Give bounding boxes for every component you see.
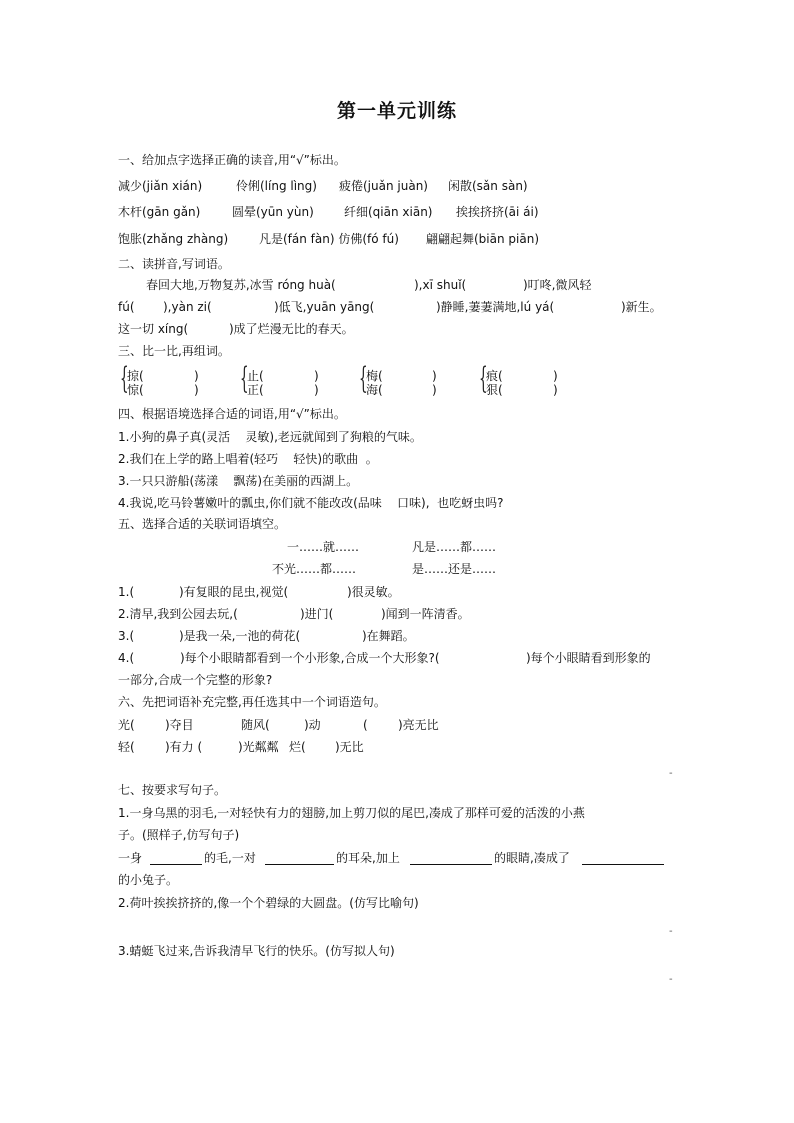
section-2-heading: 二、读拼音,写词语。 [118, 257, 230, 271]
s3-close: ) [314, 383, 319, 397]
s2-text: ),yàn zi( [163, 300, 212, 314]
s5-text: 2.清早,我到公园去玩,( [118, 607, 238, 621]
s2-text: )叮咚,微风轻 [523, 278, 592, 292]
s3-char: 狠( [486, 383, 503, 397]
brace: { [120, 361, 129, 396]
section-6-heading: 六、先把词语补充完整,再任选其中一个词语造句。 [118, 695, 386, 709]
s1-item: 圆晕(yūn yùn) [232, 205, 314, 219]
section-4-heading: 四、根据语境选择合适的词语,用“√”标出。 [118, 407, 346, 421]
s1-item: 木杆(gān gǎn) [118, 205, 201, 219]
s5-text: )在舞蹈。 [362, 629, 415, 643]
s7-text: 3.蜻蜓飞过来,告诉我清早飞行的快乐。(仿写拟人句) [118, 944, 395, 958]
s7-fill-label: 一身 [118, 851, 143, 865]
s5-text: )进门( [300, 607, 334, 621]
s7-fill-label: 的小兔子。 [118, 873, 179, 887]
answer-blank[interactable] [582, 850, 664, 865]
s3-close: ) [194, 383, 199, 397]
s3-char: 痕( [486, 369, 503, 383]
s5-option: 凡是……都…… [412, 540, 497, 554]
answer-blank[interactable] [150, 850, 202, 865]
s2-text: ),xī shuǐ( [414, 278, 467, 292]
margin-mark: - [669, 974, 673, 985]
s3-close: ) [432, 383, 437, 397]
s4-item: 3.一只只游船(荡漾 飘荡)在美丽的西湖上。 [118, 474, 359, 488]
s3-close: ) [553, 383, 558, 397]
s3-char: 掠( [127, 369, 144, 383]
s4-item: 2.我们在上学的路上唱着(轻巧 轻快)的歌曲 。 [118, 452, 378, 466]
s1-item: 凡是(fán fàn) 仿佛(fó fú) [259, 232, 399, 246]
s5-text: 1.( [118, 585, 135, 599]
s1-item: 挨挨挤挤(āi ái) [456, 205, 539, 219]
margin-mark: - [669, 926, 673, 937]
s5-text: )闻到一阵清香。 [381, 607, 470, 621]
s5-text: )是我一朵,一池的荷花( [179, 629, 301, 643]
s2-text: 这一切 xíng( [118, 322, 189, 336]
s3-char: 梅( [366, 369, 383, 383]
answer-blank[interactable] [410, 850, 492, 865]
s1-item: 疲倦(juǎn juàn) [339, 179, 428, 193]
s3-close: ) [553, 369, 558, 383]
s2-text: )新生。 [621, 300, 662, 314]
s5-option: 不光……都…… [272, 562, 357, 576]
s5-text: )有复眼的昆虫,视觉( [179, 585, 289, 599]
s3-close: ) [194, 369, 199, 383]
s1-item: 饱胀(zhǎng zhàng) [118, 232, 229, 246]
s3-char: 止( [247, 369, 264, 383]
s6-text: )亮无比 [398, 718, 439, 732]
s5-text: 3.( [118, 629, 135, 643]
s5-text: )很灵敏。 [347, 585, 400, 599]
s7-text: 子。(照样子,仿写句子) [118, 828, 240, 842]
s6-text: ( [363, 718, 368, 732]
s7-fill-label: 的眼睛,凑成了 [494, 851, 570, 865]
section-7-heading: 七、按要求写句子。 [118, 783, 227, 797]
s5-option: 一……就…… [287, 540, 360, 554]
s1-item: 闲散(sǎn sàn) [448, 179, 528, 193]
s3-char: 海( [366, 383, 383, 397]
s7-text: 2.荷叶挨挨挤挤的,像一个个碧绿的大圆盘。(仿写比喻句) [118, 896, 419, 910]
s5-option: 是……还是…… [412, 562, 497, 576]
s1-item: 翩翩起舞(biān piān) [426, 232, 539, 246]
s4-item: 4.我说,吃马铃薯嫩叶的瓢虫,你们就不能改改(品味 口味), 也吃蚜虫吗? [118, 496, 504, 510]
s2-text: )成了烂漫无比的春天。 [229, 322, 354, 336]
s6-text: 轻( [118, 740, 135, 754]
s6-text: )无比 [335, 740, 364, 754]
s7-fill-label: 的毛,一对 [204, 851, 256, 865]
s5-text: )每个小眼睛看到形象的 [526, 651, 651, 665]
s4-item: 1.小狗的鼻子真(灵活 灵敏),老远就闻到了狗粮的气味。 [118, 430, 422, 444]
s6-text: 随风( [241, 718, 270, 732]
brace: { [359, 361, 368, 396]
s6-text: 光( [118, 718, 135, 732]
s2-text: 春回大地,万物复苏,冰雪 róng huà( [146, 278, 336, 292]
s2-text: fú( [118, 300, 135, 314]
s3-close: ) [432, 369, 437, 383]
answer-blank[interactable] [265, 850, 334, 865]
section-5-heading: 五、选择合适的关联词语填空。 [118, 517, 287, 531]
s2-text: )低飞,yuān yāng( [274, 300, 375, 314]
s5-text: 一部分,合成一个完整的形象? [118, 673, 273, 687]
s3-char: 惊( [127, 383, 144, 397]
s3-close: ) [314, 369, 319, 383]
s2-text: )静睡,萋萋满地,lú yá( [436, 300, 555, 314]
margin-mark: - [669, 768, 673, 779]
s6-text: )动 [304, 718, 321, 732]
brace: { [240, 361, 249, 396]
s5-text: 4.( [118, 651, 135, 665]
s6-text: )光粼粼 [238, 740, 279, 754]
s6-text: )有力 ( [165, 740, 203, 754]
s1-item: 减少(jiǎn xián) [118, 179, 203, 193]
s3-char: 正( [247, 383, 264, 397]
section-3-heading: 三、比一比,再组词。 [118, 344, 230, 358]
s7-text: 1.一身乌黑的羽毛,一对轻快有力的翅膀,加上剪刀似的尾巴,凑成了那样可爱的活泼的小燕 [118, 806, 585, 820]
s6-text: 烂( [289, 740, 306, 754]
s6-text: )夺目 [165, 718, 194, 732]
section-1-heading: 一、给加点字选择正确的读音,用“√”标出。 [118, 153, 346, 167]
s5-text: )每个小眼睛都看到一个小形象,合成一个大形象?( [180, 651, 440, 665]
s7-fill-label: 的耳朵,加上 [336, 851, 400, 865]
s1-item: 伶俐(líng lìng) [236, 179, 317, 193]
s1-item: 纤细(qiān xiān) [344, 205, 433, 219]
brace: { [479, 361, 488, 396]
page-title: 第一单元训练 [336, 100, 457, 122]
